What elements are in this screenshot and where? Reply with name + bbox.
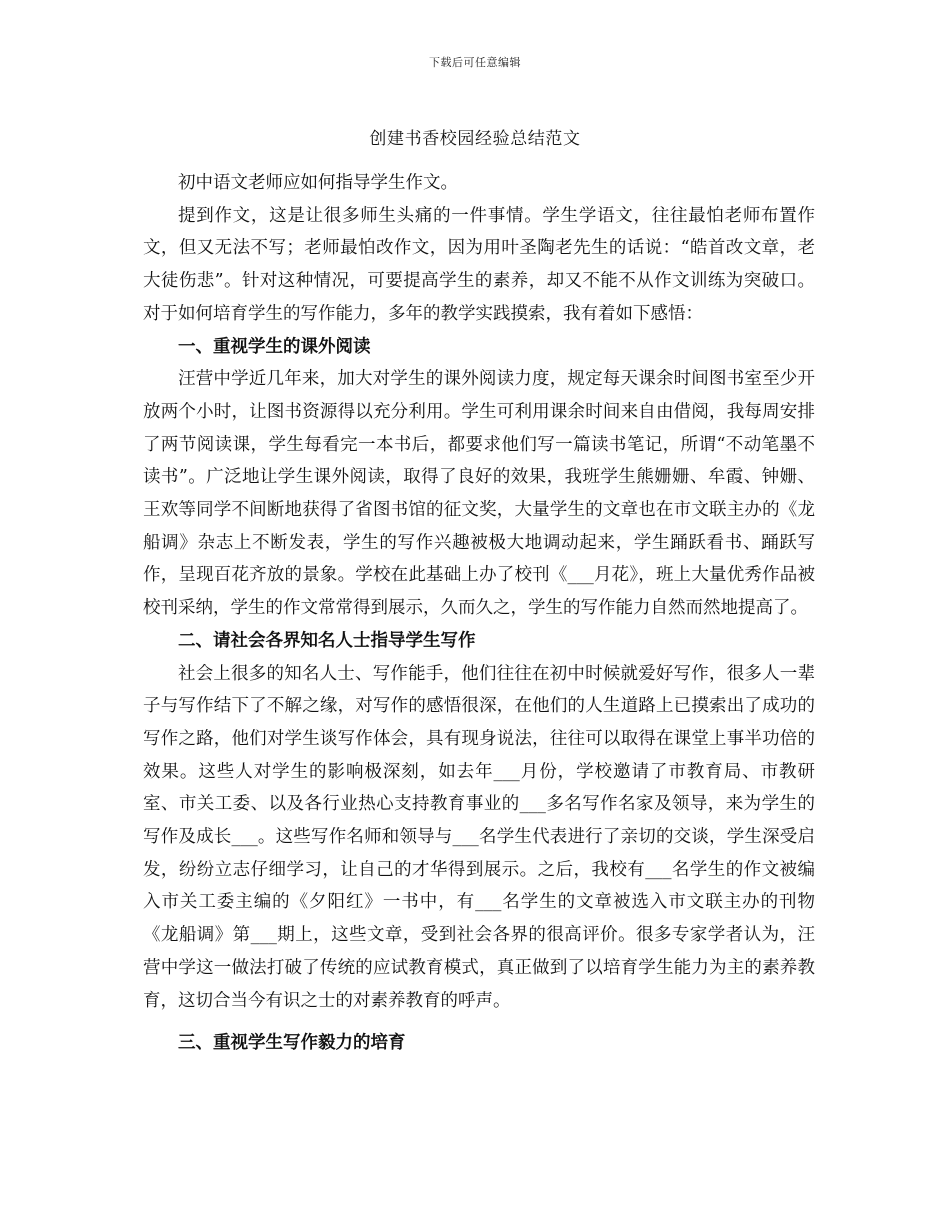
section-heading-3: 三、重视学生写作毅力的培育 <box>178 1033 406 1054</box>
document-body <box>143 167 815 1060</box>
intro-paragraph: 提到作文，这是让很多师生头痛的一件事情。学生学语文，往往最怕老师布置作文，但又无法不写；老师最怕改作文，因为用叶圣陶老先生的话说：“皓首改文章，老大徒伤悲”。针对这种情况，可要提高学生的素养，却又不能不从作文训练为突破口。对于如何培育学生的写作能力，多年的教学实践摸索，我有着如下感悟： <box>143 205 815 324</box>
section-body-1: 汪营中学近几年来，加大对学生的课外阅读力度，规定每天课余时间图书室至少开放两个小时，让图书资源得以充分利用。学生可利用课余时间来自由借阅，我每周安排了两节阅读课，学生每看完一本书后，都要求他们写一篇读书笔记，所谓“不动笔墨不读书”。广泛地让学生课外阅读，取得了良好的效果，我班学生熊姗姗、牟霞、钟姗、王欢等同学不间断地获得了省图书馆的征文奖，大量学生的文章也在市文联主办的《龙船调》杂志上不断发表，学生的写作兴趣被极大地调动起来，学生踊跃看书、踊跃写作，呈现百花齐放的景象。学校在此基础上办了校刊《___月花》，班上大量优秀作品被校刊采纳，学生的作文常常得到展示，久而久之，学生的写作能力自然而然地提高了。 <box>143 369 815 619</box>
download-note: 下载后可任意编辑 <box>429 56 521 69</box>
section-heading-1: 一、重视学生的课外阅读 <box>178 336 371 357</box>
document-subtitle: 初中语文老师应如何指导学生作文。 <box>178 173 458 193</box>
document-title: 创建书香校园经验总结范文 <box>369 129 581 149</box>
section-heading-2: 二、请社会各界知名人士指导学生写作 <box>178 630 476 651</box>
section-body-2: 社会上很多的知名人士、写作能手，他们往往在初中时候就爱好写作，很多人一辈子与写作结下了不解之缘，对写作的感悟很深，在他们的人生道路上已摸索出了成功的写作之路，他们对学生谈写作体会，具有现身说法，往往可以取得在课堂上事半功倍的效果。这些人对学生的影响极深刻，如去年___月份，学校邀请了市教育局、市教研室、市关工委、以及各行业热心支持教育事业的___多名写作名家及领导，来为学生的写作及成长___。这些写作名师和领导与___名学生代表进行了亲切的交谈，学生深受启发，纷纷立志仔细学习，让自己的才华得到展示。之后，我校有___名学生的作文被编入市关工委主编的《夕阳红》一书中，有___名学生的文章被选入市文联主办的刊物《龙船调》第___期上，这些文章，受到社会各界的很高评价。很多专家学者认为，汪营中学这一做法打破了传统的应试教育模式，真正做到了以培育学生能力为主的素养教育，这切合当今有识之士的对素养教育的呼声。 <box>143 663 815 1011</box>
